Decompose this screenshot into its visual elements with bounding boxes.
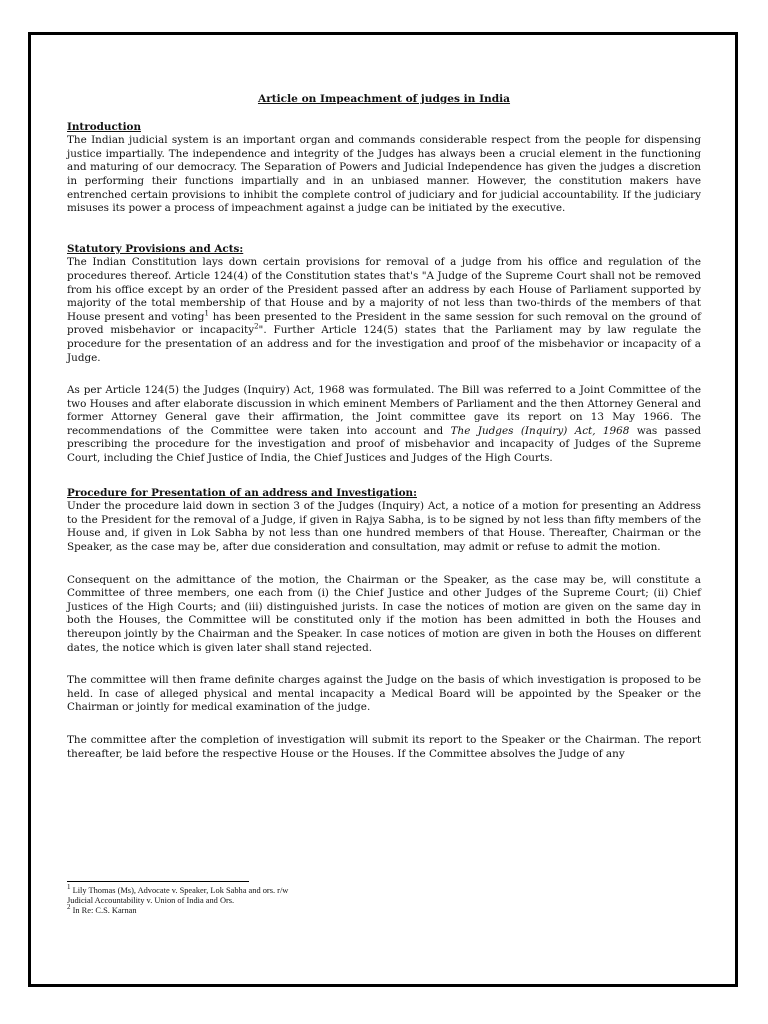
- statutory-heading: Statutory Provisions and Acts:: [67, 242, 244, 255]
- footnote-ref-1[interactable]: 1: [204, 309, 209, 318]
- footnote-1-continued: Judicial Accountability v. Union of India and Ors.: [67, 896, 235, 906]
- procedure-paragraph-1: Under the procedure laid down in section 3 of the Judges (Inquiry) Act, a notice of a motion for presenting an Address to the President for the removal of a Judge, if given in Rajya Sabha, is to be signed by not less than fifty members of the House and, if given in Lok Sabha by not less than one hundred members of that House. Thereafter, Chairman or the Speaker, as the case may be, after due consideration and consultation, may admit or refuse to admit the motion.: [67, 500, 701, 554]
- footnote-2: $^2$ In Re: C.S. Karnan: [67, 903, 137, 916]
- procedure-paragraph-2: Consequent on the admittance of the motion, the Chairman or the Speaker, as the case may be, will constitute a Committee of three members, one each from (i) the Chief Justice and other Judges of the Supreme Court; (ii) Chief Justices of the High Courts; and (iii) distinguished jurists. In case the notices of motion are given on the same day in both the Houses, the Committee will be constituted only if the motion has been admitted in both the Houses and thereupon jointly by the Chairman and the Speaker. In case notices of motion are given in both the Houses on different dates, the notice which is given later shall stand rejected.: [67, 573, 701, 654]
- procedure-paragraph-4: The committee after the completion of investigation will submit its report to the Speaker or the Chairman. The report thereafter, be laid before the respective House or the Houses. If the Committee absolves the Judge of any: [67, 733, 701, 760]
- document-body: [67, 93, 701, 761]
- procedure-paragraph-3: The committee will then frame definite charges against the Judge on the basis of which investigation is proposed to be held. In case of alleged physical and mental incapacity a Medical Board will be appointed by the Speaker or the Chairman or jointly for medical examination of the judge.: [67, 674, 701, 714]
- procedure-heading: Procedure for Presentation of an address and Investigation:: [67, 486, 417, 499]
- footnote-1: $^1$ Lily Thomas (Ms), Advocate v. Speaker, Lok Sabha and ors. r/w: [67, 883, 289, 895]
- footnote-ref-2[interactable]: 2: [254, 322, 259, 331]
- act-title-italic: The Judges (Inquiry) Act, 1968: [450, 424, 630, 437]
- intro-paragraph: The Indian judicial system is an important organ and commands considerable respect from the people for dispensing justice impartially. The independence and integrity of the Judges has always been a crucial element in the functioning and maturing of our democracy. The Separation of Powers and Judicial Independence has given the judges a discretion in performing their functions impartially and in an unbiased manner. However, the constitution makers have entrenched certain provisions to inhibit the complete control of judiciary and for judicial accountability. If the judiciary misuses its power a process of impeachment against a judge can be initiated by the executive.: [67, 134, 701, 215]
- footnotes: [67, 881, 387, 917]
- footnote-divider: [67, 881, 249, 882]
- statutory-paragraph-1: The Indian Constitution lays down certain provisions for removal of a judge from his office and regulation of the procedures thereof. Article 124(4) of the Constitution states that's "A Judge of the Supreme Court shall not be removed from his office except by an order of the President passed after an address by each House of Parliament supported by majority of the total membership of that House and by a majority of not less than two-thirds of the members of that House present and voting$^1$ has been presented to the President in the same session for such removal on the ground of proved misbehavior or incapacity$^2$". Further Article 124(5) states that the Parliament may by law regulate the procedure for the presentation of an address and for the investigation and proof of the misbehavior or incapacity of a Judge.: [67, 256, 701, 364]
- document-title: Article on Impeachment of judges in India: [257, 93, 511, 105]
- intro-heading: Introduction: [67, 120, 141, 133]
- statutory-paragraph-2: As per Article 124(5) the Judges (Inquiry) Act, 1968 was formulated. The Bill was referred to a Joint Committee of the two Houses and after elaborate discussion in which eminent Members of Parliament and the then Attorney General and former Attorney General gave their affirmation, the Joint committee gave its report on 13 May 1966. The recommendations of the Committee were taken into account and The Judges (Inquiry) Act, 1968 was passed prescribing the procedure for the investigation and proof of misbehavior and incapacity of Judges of the Supreme Court, including the Chief Justice of India, the Chief Justices and Judges of the High Courts.: [67, 384, 701, 465]
